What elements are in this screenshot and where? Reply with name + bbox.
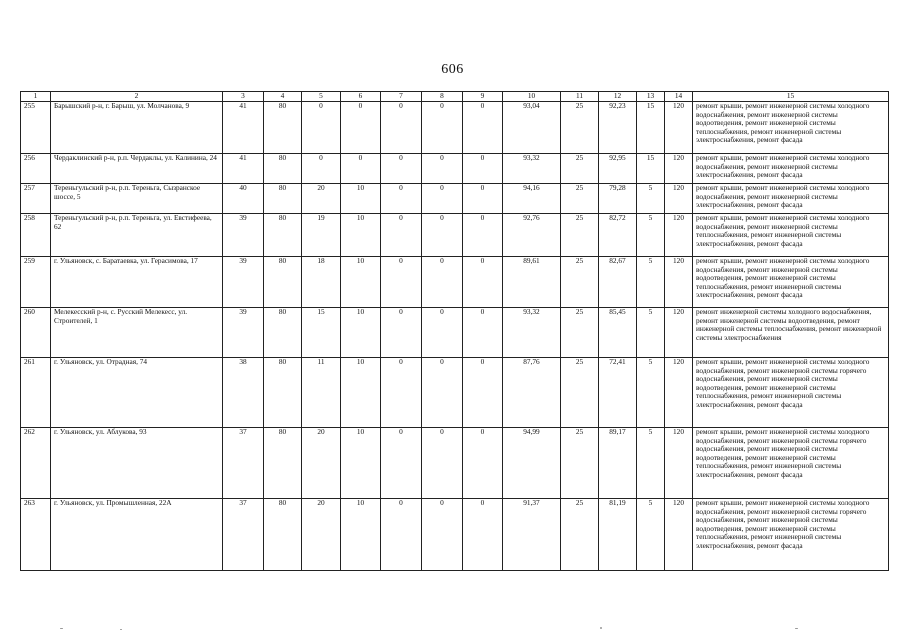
- value-cell: 85,45: [599, 308, 637, 358]
- table-row: [21, 214, 889, 257]
- column-header: 6: [341, 92, 381, 102]
- value-cell: 80: [264, 154, 302, 184]
- value-cell: 93,32: [503, 154, 561, 184]
- value-cell: 0: [341, 154, 381, 184]
- value-cell: 80: [264, 257, 302, 308]
- value-cell: 25: [561, 308, 599, 358]
- table-row: [21, 308, 889, 358]
- value-cell: 0: [463, 499, 503, 571]
- value-cell: 0: [302, 154, 341, 184]
- value-cell: 80: [264, 102, 302, 154]
- value-cell: 25: [561, 154, 599, 184]
- value-cell: 20: [302, 428, 341, 499]
- table-row: [21, 102, 889, 154]
- value-cell: 5: [637, 499, 665, 571]
- value-cell: 80: [264, 308, 302, 358]
- row-number-cell: 262: [21, 428, 51, 499]
- value-cell: 120: [665, 428, 693, 499]
- value-cell: 0: [463, 428, 503, 499]
- value-cell: 92,76: [503, 214, 561, 257]
- value-cell: 80: [264, 358, 302, 428]
- value-cell: 120: [665, 214, 693, 257]
- value-cell: 25: [561, 257, 599, 308]
- row-number-cell: 255: [21, 102, 51, 154]
- value-cell: 0: [422, 499, 463, 571]
- value-cell: 37: [223, 499, 264, 571]
- value-cell: 81,19: [599, 499, 637, 571]
- table-row: [21, 184, 889, 214]
- repair-program-table: [20, 91, 889, 571]
- value-cell: 10: [341, 308, 381, 358]
- value-cell: 0: [381, 428, 422, 499]
- header-row: [21, 92, 889, 102]
- value-cell: 79,28: [599, 184, 637, 214]
- value-cell: 39: [223, 214, 264, 257]
- value-cell: 41: [223, 154, 264, 184]
- value-cell: 15: [637, 102, 665, 154]
- value-cell: 41: [223, 102, 264, 154]
- value-cell: 120: [665, 154, 693, 184]
- value-cell: 38: [223, 358, 264, 428]
- address-cell: г. Ульяновск, ул. Промышленная, 22А: [51, 499, 223, 571]
- value-cell: 89,61: [503, 257, 561, 308]
- value-cell: 120: [665, 102, 693, 154]
- address-cell: Барышский р-н, г. Барыш, ул. Молчанова, 9: [51, 102, 223, 154]
- address-cell: г. Ульяновск, ул. Отрадная, 74: [51, 358, 223, 428]
- table-row: [21, 428, 889, 499]
- value-cell: 5: [637, 184, 665, 214]
- value-cell: 82,67: [599, 257, 637, 308]
- row-number-cell: 260: [21, 308, 51, 358]
- value-cell: 0: [422, 428, 463, 499]
- column-header: 3: [223, 92, 264, 102]
- value-cell: 11: [302, 358, 341, 428]
- column-header: 2: [51, 92, 223, 102]
- value-cell: 37: [223, 428, 264, 499]
- address-cell: г. Ульяновск, с. Баратаевка, ул. Герасимова, 17: [51, 257, 223, 308]
- value-cell: 0: [422, 308, 463, 358]
- column-header: 5: [302, 92, 341, 102]
- value-cell: 92,95: [599, 154, 637, 184]
- value-cell: 0: [463, 308, 503, 358]
- value-cell: 19: [302, 214, 341, 257]
- row-number-cell: 257: [21, 184, 51, 214]
- table-row: [21, 154, 889, 184]
- value-cell: 5: [637, 214, 665, 257]
- value-cell: 80: [264, 184, 302, 214]
- page-number: 606: [441, 62, 464, 77]
- value-cell: 0: [381, 358, 422, 428]
- column-header: 13: [637, 92, 665, 102]
- value-cell: 15: [637, 154, 665, 184]
- value-cell: 0: [302, 102, 341, 154]
- value-cell: 10: [341, 214, 381, 257]
- value-cell: 0: [381, 154, 422, 184]
- column-header: 14: [665, 92, 693, 102]
- value-cell: 25: [561, 499, 599, 571]
- value-cell: 0: [463, 154, 503, 184]
- value-cell: 0: [381, 499, 422, 571]
- row-number-cell: 261: [21, 358, 51, 428]
- value-cell: 120: [665, 499, 693, 571]
- column-header: 11: [561, 92, 599, 102]
- value-cell: 5: [637, 428, 665, 499]
- value-cell: 0: [463, 257, 503, 308]
- value-cell: 0: [381, 308, 422, 358]
- works-cell: ремонт инженерной системы холодного водоснабжения, ремонт инженерной системы водоотведения, ремонт инженерной системы теплоснабжения, ремонт инженерной системы электроснабжения: [693, 308, 889, 358]
- value-cell: 0: [381, 184, 422, 214]
- address-cell: Чердаклинский р-н, р.п. Чердаклы, ул. Калинина, 24: [51, 154, 223, 184]
- value-cell: 40: [223, 184, 264, 214]
- value-cell: 0: [341, 102, 381, 154]
- value-cell: 0: [381, 257, 422, 308]
- column-header: 4: [264, 92, 302, 102]
- value-cell: 0: [463, 358, 503, 428]
- table-row: [21, 499, 889, 571]
- value-cell: 5: [637, 308, 665, 358]
- value-cell: 10: [341, 184, 381, 214]
- value-cell: 94,16: [503, 184, 561, 214]
- works-cell: ремонт крыши, ремонт инженерной системы холодного водоснабжения, ремонт инженерной системы водоотведения, ремонт инженерной системы теплоснабжения, ремонт инженерной системы электроснабжения, ремонт фасада: [693, 257, 889, 308]
- column-header: 8: [422, 92, 463, 102]
- works-cell: ремонт крыши, ремонт инженерной системы холодного водоснабжения, ремонт инженерной системы горячего водоснабжения, ремонт инженерной системы водоотведения, ремонт инженерной системы теплоснабжения, ремонт инженерной системы электроснабжения, ремонт фасада: [693, 499, 889, 571]
- value-cell: 10: [341, 428, 381, 499]
- value-cell: 93,32: [503, 308, 561, 358]
- value-cell: 80: [264, 214, 302, 257]
- value-cell: 25: [561, 358, 599, 428]
- value-cell: 5: [637, 257, 665, 308]
- value-cell: 120: [665, 184, 693, 214]
- column-header: 9: [463, 92, 503, 102]
- works-cell: ремонт крыши, ремонт инженерной системы холодного водоснабжения, ремонт инженерной системы электроснабжения, ремонт фасада: [693, 184, 889, 214]
- row-number-cell: 263: [21, 499, 51, 571]
- value-cell: 10: [341, 257, 381, 308]
- value-cell: 91,37: [503, 499, 561, 571]
- address-cell: г. Ульяновск, ул. Аблукова, 93: [51, 428, 223, 499]
- value-cell: 0: [422, 257, 463, 308]
- value-cell: 94,99: [503, 428, 561, 499]
- value-cell: 20: [302, 499, 341, 571]
- value-cell: 25: [561, 102, 599, 154]
- value-cell: 120: [665, 257, 693, 308]
- table-body: [21, 102, 889, 571]
- address-cell: Тереньгульский р-н, р.п. Тереньга, Сызранское шоссе, 5: [51, 184, 223, 214]
- value-cell: 0: [463, 102, 503, 154]
- works-cell: ремонт крыши, ремонт инженерной системы холодного водоснабжения, ремонт инженерной системы водоотведения, ремонт инженерной системы теплоснабжения, ремонт инженерной системы электроснабжения, ремонт фасада: [693, 102, 889, 154]
- value-cell: 82,72: [599, 214, 637, 257]
- value-cell: 0: [463, 184, 503, 214]
- works-cell: ремонт крыши, ремонт инженерной системы холодного водоснабжения, ремонт инженерной системы электроснабжения, ремонт фасада: [693, 154, 889, 184]
- column-header: 1: [21, 92, 51, 102]
- value-cell: 10: [341, 499, 381, 571]
- column-header: 15: [693, 92, 889, 102]
- scan-speck: [795, 628, 798, 629]
- value-cell: 25: [561, 184, 599, 214]
- table-row: [21, 257, 889, 308]
- row-number-cell: 256: [21, 154, 51, 184]
- value-cell: 72,41: [599, 358, 637, 428]
- value-cell: 0: [381, 102, 422, 154]
- value-cell: 120: [665, 308, 693, 358]
- value-cell: 39: [223, 257, 264, 308]
- scan-speck: [120, 629, 122, 630]
- row-number-cell: 258: [21, 214, 51, 257]
- value-cell: 25: [561, 214, 599, 257]
- column-header: 10: [503, 92, 561, 102]
- table-row: [21, 358, 889, 428]
- value-cell: 0: [463, 214, 503, 257]
- value-cell: 0: [422, 102, 463, 154]
- value-cell: 80: [264, 499, 302, 571]
- value-cell: 87,76: [503, 358, 561, 428]
- value-cell: 25: [561, 428, 599, 499]
- value-cell: 20: [302, 184, 341, 214]
- address-cell: Тереньгульский р-н, р.п. Тереньга, ул. Евстифеева, 62: [51, 214, 223, 257]
- address-cell: Мелекесский р-н, с. Русский Мелекесс, ул. Строителей, 1: [51, 308, 223, 358]
- works-cell: ремонт крыши, ремонт инженерной системы холодного водоснабжения, ремонт инженерной системы горячего водоснабжения, ремонт инженерной системы водоотведения, ремонт инженерной системы теплоснабжения, ремонт инженерной системы электроснабжения, ремонт фасада: [693, 428, 889, 499]
- column-header: 12: [599, 92, 637, 102]
- scan-speck: [60, 628, 63, 629]
- value-cell: 15: [302, 308, 341, 358]
- value-cell: 5: [637, 358, 665, 428]
- row-number-cell: 259: [21, 257, 51, 308]
- value-cell: 93,04: [503, 102, 561, 154]
- works-cell: ремонт крыши, ремонт инженерной системы холодного водоснабжения, ремонт инженерной системы теплоснабжения, ремонт инженерной системы электроснабжения, ремонт фасада: [693, 214, 889, 257]
- value-cell: 120: [665, 358, 693, 428]
- value-cell: 39: [223, 308, 264, 358]
- value-cell: 92,23: [599, 102, 637, 154]
- value-cell: 89,17: [599, 428, 637, 499]
- value-cell: 0: [422, 154, 463, 184]
- value-cell: 0: [381, 214, 422, 257]
- column-header: 7: [381, 92, 422, 102]
- value-cell: 0: [422, 184, 463, 214]
- value-cell: 18: [302, 257, 341, 308]
- scan-speck: [600, 627, 602, 629]
- works-cell: ремонт крыши, ремонт инженерной системы холодного водоснабжения, ремонт инженерной системы горячего водоснабжения, ремонт инженерной системы водоотведения, ремонт инженерной системы теплоснабжения, ремонт инженерной системы электроснабжения, ремонт фасада: [693, 358, 889, 428]
- value-cell: 0: [422, 214, 463, 257]
- value-cell: 80: [264, 428, 302, 499]
- value-cell: 10: [341, 358, 381, 428]
- value-cell: 0: [422, 358, 463, 428]
